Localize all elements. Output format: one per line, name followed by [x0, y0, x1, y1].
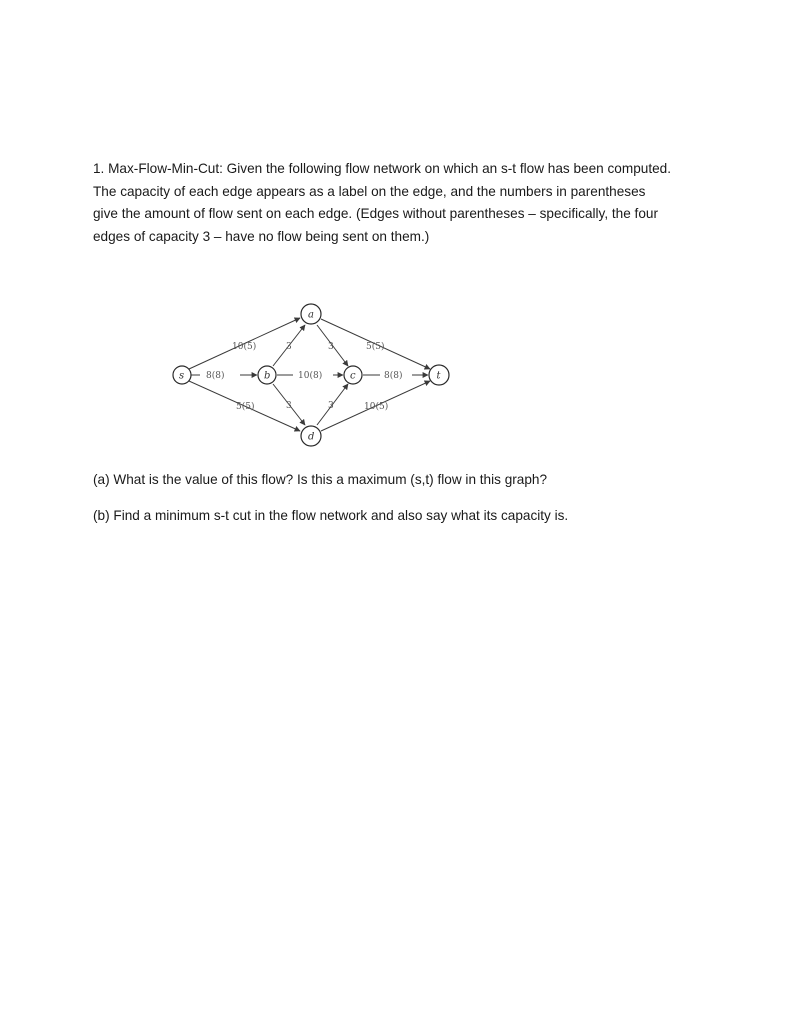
svg-text:b: b [264, 370, 271, 382]
edge-label-s-d: 5(5) [236, 402, 255, 412]
svg-text:c: c [350, 370, 356, 382]
edge-label-b-a: 3 [286, 342, 292, 352]
edge-label-s-b: 8(8) [206, 371, 225, 381]
edge-label-d-t: 10(5) [364, 402, 389, 412]
edge-label-s-a: 10(5) [232, 342, 257, 352]
edge-label-b-d: 3 [286, 401, 292, 411]
node-d [301, 426, 321, 446]
node-t [429, 365, 449, 385]
node-s [173, 366, 191, 384]
node-c [344, 366, 362, 384]
flow-network-diagram [160, 295, 470, 455]
svg-text:s: s [179, 370, 185, 382]
edge-label-a-t: 5(5) [366, 342, 385, 352]
node-a [301, 304, 321, 324]
svg-text:t: t [436, 370, 441, 382]
svg-text:d: d [308, 431, 315, 443]
edge-label-b-c: 10(8) [298, 371, 323, 381]
question-a: (a) What is the value of this flow? Is this a maximum (s,t) flow in this graph? [93, 472, 548, 487]
problem-statement: 1. Max-Flow-Min-Cut: Given the following flow network on which an s-t flow has been computed. The capacity of each edge appears as a label on the edge, and the numbers in parentheses give the amount of flow sent on each edge. (Edges without parentheses – specifically, the four edges of capacity 3 – have no flow being sent on them.) [93, 161, 671, 244]
svg-text:a: a [308, 309, 314, 321]
edge-label-d-c: 3 [328, 401, 334, 411]
question-b: (b) Find a minimum s-t cut in the flow network and also say what its capacity is. [93, 508, 569, 523]
node-b [258, 366, 276, 384]
edge-label-c-t: 8(8) [384, 371, 403, 381]
edge-label-a-c: 3 [328, 342, 334, 352]
